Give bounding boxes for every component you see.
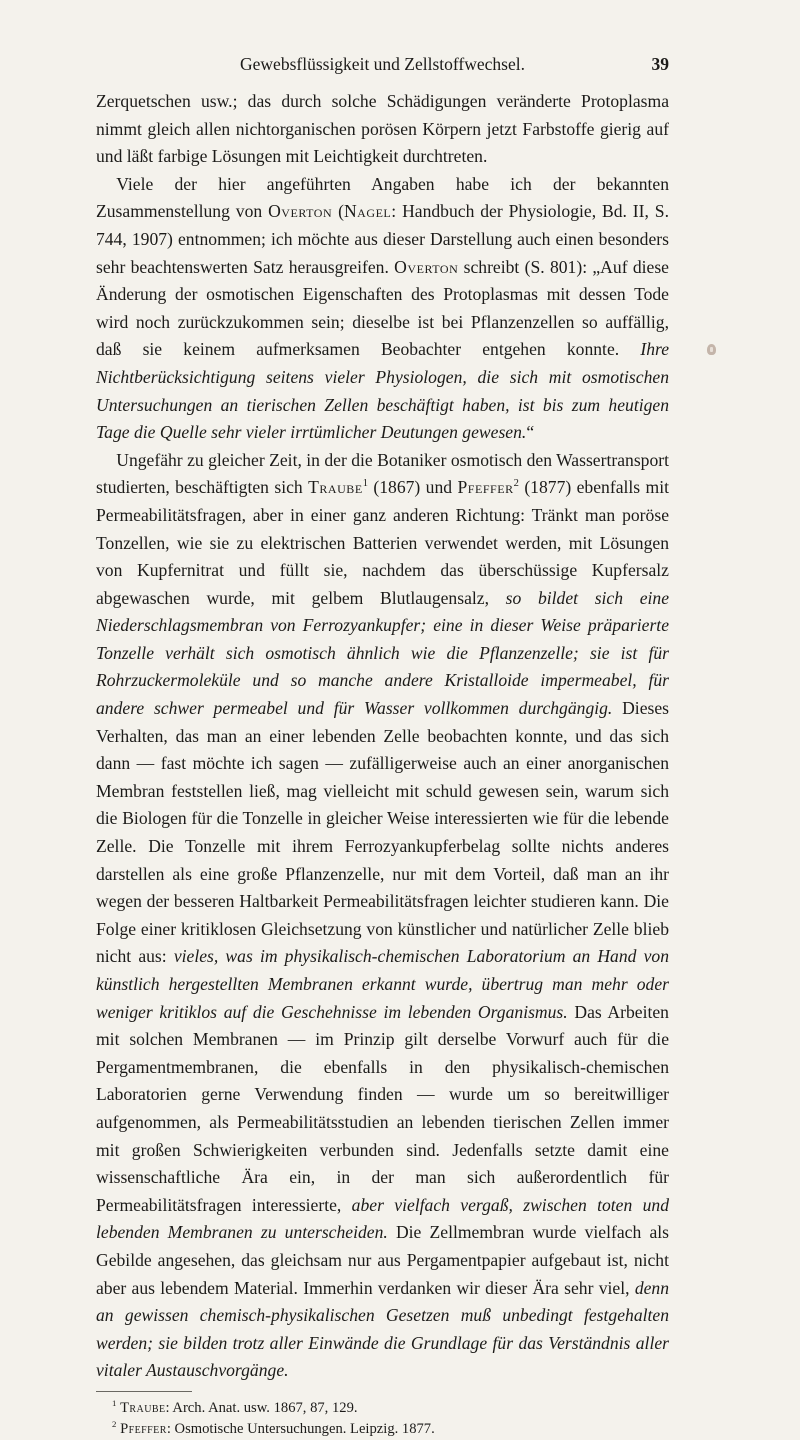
footnote-2: $^2$ Pfeffer: Osmotische Untersuchungen. Leipzig. 1877. (112, 1419, 435, 1437)
body-text (96, 88, 669, 1440)
page-number: 39 (651, 54, 669, 74)
paragraph-3: Ungefähr zu gleicher Zeit, in der die Botaniker osmotisch den Wassertransport studierten, beschäftigten sich Traube$^1$ (1867) und Pfeffer$^2$ (1877) ebenfalls mit Permeabilitätsfragen, aber in einer ganz anderen Richtung: Tränkt man poröse Tonzellen, wie sie zu elektrischen Batterien verwendet werden, mit Lösungen von Kupfernitrat und füllt sie, nachdem das überschüssige Kupfersalz abgewaschen wurde, mit gelbem Blutlaugensalz, so bildet sich eine Niederschlagsmembran von Ferrozyankupfer; eine in dieser Weise präparierte Tonzelle verhält sich osmotisch ähnlich wie die Pflanzenzelle; sie ist für Rohrzuckermoleküle und so manche andere Kristalloide impermeabel, für andere schwer permeabel und für Wasser vollkommen durchgängig. Dieses Verhalten, das man an einer lebenden Zelle beobachten konnte, und das sich dann — fast möchte ich sagen — zufälligerweise auch an einer anorganischen Membran feststellen ließ, mag vielleicht mit schuld gewesen sein, warum sich die Biologen für die Tonzelle in gleicher Weise interessierten wie für die lebende Zelle. Die Tonzelle mit ihrem Ferrozyankupferbelag sollte nichts anderes darstellen als eine große Pflanzenzelle, nur mit dem Vorteil, daß man an ihr wegen der besseren Haltbarkeit Permeabilitätsfragen leichter studieren kann. Die Folge einer kritiklosen Gleichsetzung von künstlicher und natürlicher Zelle blieb nicht aus: vieles, was im physikalisch-chemischen Laboratorium an Hand von künstlich hergestellten Membranen erkannt wurde, übertrug man mehr oder weniger kritiklos auf die Geschehnisse im lebenden Organismus. Das Arbeiten mit solchen Membranen — im Prinzip gilt derselbe Vorwurf auch für die Pergamentmembranen, die ebenfalls in den physikalisch-chemischen Laboratorien gerne Verwendung finden — wurde um so bereitwilliger aufgenommen, als Permeabilitätsstudien an lebenden tierischen Zellen immer mit großen Schwierigkeiten verbunden sind. Jedenfalls setzte damit eine wissenschaftliche Ära ein, in der man sich außerordentlich für Permeabilitätsfragen interessierte, aber vielfach vergaß, zwischen toten und lebenden Membranen zu unterscheiden. Die Zellmembran wurde vielfach als Gebilde angesehen, das gleichsam nur aus Pergamentpapier aufgebaut ist, nicht aber aus lebendem Material. Immerhin verdanken wir dieser Ära sehr viel, denn an gewissen chemisch-physikalischen Gesetzen muß unbedingt festgehalten werden; sie bilden trotz aller Einwände die Grundlage für das Verständnis aller vitaler Austauschvorgänge. (96, 449, 670, 1381)
emphasis: denn an gewissen chemisch-physikalischen Gesetzen muß unbedingt festgehalten werden; sie bilden trotz aller Einwände die Grundlage für das Verständnis aller vitaler Austauschvorgänge. (96, 1277, 670, 1381)
paragraph-2: Viele der hier angeführten Angaben habe ich der bekannten Zusammenstellung von Overton (Nagel: Handbuch der Physiologie, Bd. II, S. 744, 1907) entnommen; ich möchte aus dieser Darstellung auch einen besonders sehr beachtenswerten Satz herausgreifen. Overton schreibt (S. 801): „Auf diese Änderung der osmotischen Eigenschaften des Protoplasmas mit dessen Tode wird noch zurückzukommen sein; dieselbe ist bei Pflanzenzellen so auffällig, daß sie keinem aufmerksamen Beobachter entgehen konnte. Ihre Nichtberücksichtigung seitens vieler Physiologen, die sich mit osmotischen Untersuchungen an tierischen Zellen beschäftigt haben, ist bis zum heutigen Tage die Quelle sehr vieler irrtümlicher Deutungen gewesen.“ (96, 173, 670, 443)
running-header (96, 54, 669, 78)
paragraph-1: Zerquetschen usw.; das durch solche Schädigungen veränderte Protoplasma nimmt gleich allen nichtorganischen porösen Körpern jetzt Farbstoffe gierig auf und läßt farbige Lösungen mit Leichtigkeit durchtreten. (96, 91, 669, 167)
author-overton: Overton (268, 201, 333, 222)
footnote-ref-1: 1 (362, 478, 368, 490)
margin-stain-icon (707, 344, 716, 355)
emphasis: Ihre Nichtberücksichtigung seitens vieler Physiologen, die sich mit osmotischen Untersuchungen an tierischen Zellen beschäftigt haben, ist bis zum heutigen Tage die Quelle sehr vieler irrtümlicher Deutungen gewesen. (96, 339, 670, 443)
author-traube: Traube (308, 477, 363, 498)
footnote-divider (96, 1391, 192, 1392)
emphasis: vieles, was im physikalisch-chemischen Laboratorium an Hand von künstlich hergestellten Membranen erkannt wurde, übertrug man mehr oder weniger kritiklos auf die Geschehnisse im lebenden Organismus. (96, 946, 669, 1022)
emphasis: aber vielfach vergaß, zwischen toten und lebenden Membranen zu unterscheiden. (96, 1194, 670, 1243)
emphasis: so bildet sich eine Niederschlagsmembran von Ferrozyankupfer; eine in dieser Weise präparierte Tonzelle verhält sich osmotisch ähnlich wie die Pflanzenzelle; sie ist für Rohrzuckermoleküle und so manche andere Kristalloide impermeabel, für andere schwer permeabel und für Wasser vollkommen durchgängig. (96, 587, 670, 719)
footnote-ref-2: 2 (513, 478, 519, 490)
author-overton: Overton (394, 256, 459, 277)
author-pfeffer: Pfeffer (457, 477, 514, 498)
running-title: Gewebsflüssigkeit und Zellstoffwechsel. (240, 54, 525, 74)
author-nagel: Nagel (343, 201, 392, 222)
footnote-1: $^1$ Traube: Arch. Anat. usw. 1867, 87, 129. (112, 1398, 358, 1416)
